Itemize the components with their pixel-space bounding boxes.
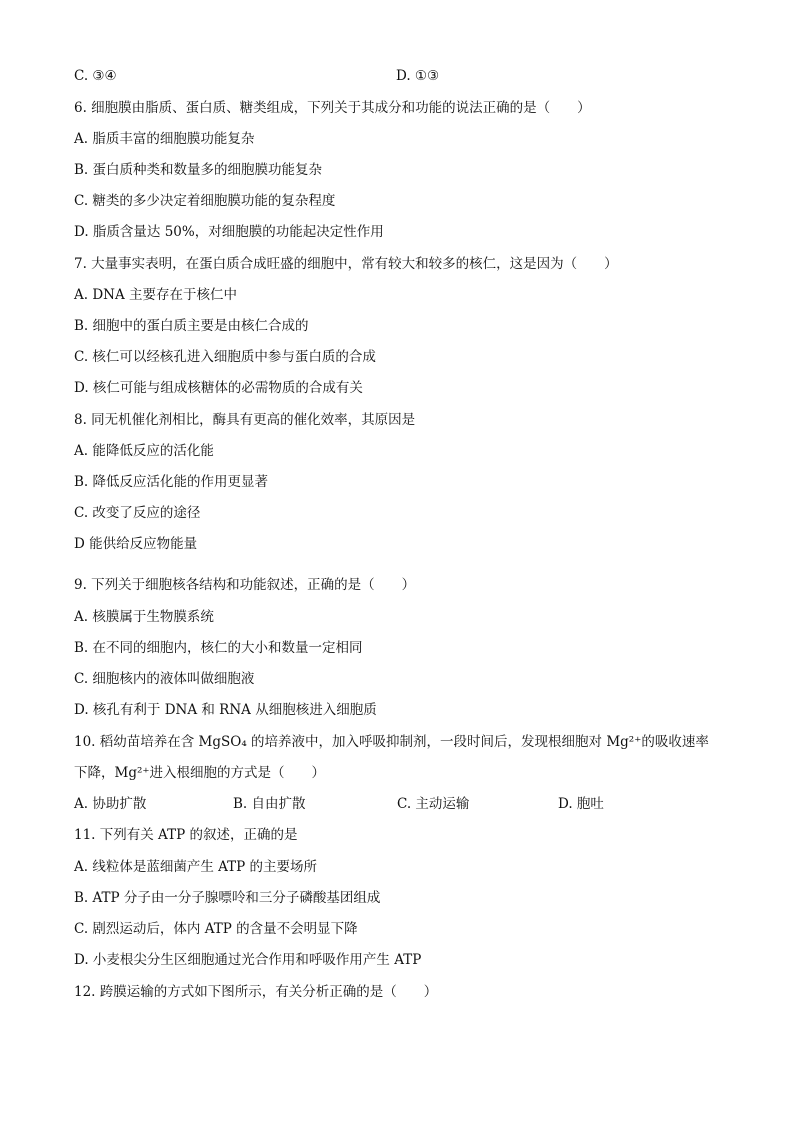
q5-option-c: C. ③④ bbox=[74, 68, 117, 84]
q11-stem: 11. 下列有关 ATP 的叙述，正确的是 bbox=[74, 827, 298, 843]
q8-option-d: D 能供给反应物能量 bbox=[74, 536, 198, 552]
q10-option-d: D. 胞吐 bbox=[558, 796, 604, 812]
q11-option-c: C. 剧烈运动后，体内 ATP 的含量不会明显下降 bbox=[74, 921, 358, 937]
q11-option-a: A. 线粒体是蓝细菌产生 ATP 的主要场所 bbox=[74, 859, 318, 875]
q8-stem: 8. 同无机催化剂相比，酶具有更高的催化效率，其原因是 bbox=[74, 412, 416, 428]
q10-option-c: C. 主动运输 bbox=[397, 796, 470, 812]
q12-stem: 12. 跨膜运输的方式如下图所示，有关分析正确的是（ ） bbox=[74, 984, 438, 1000]
q9-option-b: B. 在不同的细胞内，核仁的大小和数量一定相同 bbox=[74, 640, 363, 656]
q11-option-b: B. ATP 分子由一分子腺嘌呤和三分子磷酸基团组成 bbox=[74, 890, 381, 906]
q7-option-c: C. 核仁可以经核孔进入细胞质中参与蛋白质的合成 bbox=[74, 349, 376, 365]
q6-option-c: C. 糖类的多少决定着细胞膜功能的复杂程度 bbox=[74, 193, 336, 209]
q9-option-a: A. 核膜属于生物膜系统 bbox=[74, 609, 214, 625]
q7-option-a: A. DNA 主要存在于核仁中 bbox=[74, 287, 238, 303]
q8-option-a: A. 能降低反应的活化能 bbox=[74, 443, 214, 459]
q10-option-a: A. 协助扩散 bbox=[74, 796, 147, 812]
q11-option-d: D. 小麦根尖分生区细胞通过光合作用和呼吸作用产生 ATP bbox=[74, 952, 422, 968]
q8-option-b: B. 降低反应活化能的作用更显著 bbox=[74, 474, 269, 490]
q10-option-b: B. 自由扩散 bbox=[233, 796, 306, 812]
q6-stem: 6. 细胞膜由脂质、蛋白质、糖类组成，下列关于其成分和功能的说法正确的是（ ） bbox=[74, 100, 591, 116]
q10-stem-line2: 下降，Mg²⁺进入根细胞的方式是（ ） bbox=[74, 765, 326, 781]
q7-stem: 7. 大量事实表明，在蛋白质合成旺盛的细胞中，常有较大和较多的核仁，这是因为（ ） bbox=[74, 256, 618, 272]
q5-option-d: D. ①③ bbox=[396, 68, 440, 84]
q7-option-d: D. 核仁可能与组成核糖体的必需物质的合成有关 bbox=[74, 380, 363, 396]
q8-option-c: C. 改变了反应的途径 bbox=[74, 505, 201, 521]
q6-option-d: D. 脂质含量达 50%，对细胞膜的功能起决定性作用 bbox=[74, 224, 384, 240]
q9-option-d: D. 核孔有利于 DNA 和 RNA 从细胞核进入细胞质 bbox=[74, 702, 377, 718]
q9-stem: 9. 下列关于细胞核各结构和功能叙述，正确的是（ ） bbox=[74, 577, 416, 593]
q9-option-c: C. 细胞核内的液体叫做细胞液 bbox=[74, 671, 255, 687]
q7-option-b: B. 细胞中的蛋白质主要是由核仁合成的 bbox=[74, 318, 309, 334]
q5-options bbox=[74, 67, 734, 85]
q10-stem-line1: 10. 稻幼苗培养在含 MgSO₄ 的培养液中，加入呼吸抑制剂，一段时间后，发现根细胞对 Mg²⁺的吸收速率 bbox=[74, 734, 709, 750]
q6-option-b: B. 蛋白质种类和数量多的细胞膜功能复杂 bbox=[74, 162, 323, 178]
q6-option-a: A. 脂质丰富的细胞膜功能复杂 bbox=[74, 131, 255, 147]
q10-options bbox=[74, 795, 734, 813]
